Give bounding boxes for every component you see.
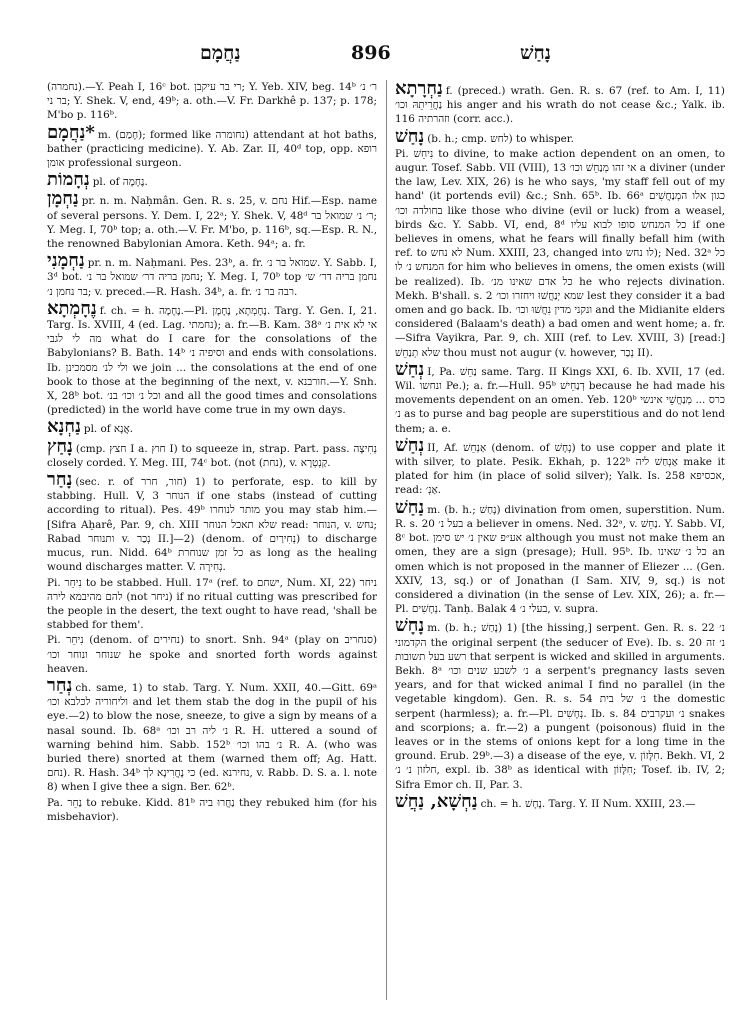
entry-text: f. (preced.) wrath. Gen. R. s. 67 (ref. to Am. I, 11) נַחֲרֵיתֵהּ וכו׳ his anger and his wrath do not cease &c.; Yalk. ib. 116 וזהרתיה (corr. acc.).: [395, 85, 725, 126]
entry-headword: נַחַשׁ: [395, 496, 425, 518]
entry-headword: נְחַר: [47, 674, 73, 696]
entry-headword: נַחְנָא: [47, 416, 81, 438]
dictionary-entry: [47, 297, 377, 418]
dictionary-entry: [47, 576, 377, 633]
entry-text: Pa. נַחֵר to rebuke. Kidd. 81ᵇ נַחֲרוּ ביה they rebuked him (for his misbehavior).: [47, 796, 377, 823]
entry-headword: נֶחָמְתָא: [47, 297, 97, 319]
entry-text: Pi. נִיחֵשׁ to divine, to make action dependent on an omen, to augur. Tosef. Sabb. VII (VIII), 13 אי זהו מְנַחֵשׁ וכו׳ a diviner (under the law, Lev. XIX, 26) is he who says, 'my staff fell out of my hand' (it portends evil) &c.; Snh. 65ᵇ. Ib. 66ᵃ כגון אלו המְנַחֲשִׁים בחולדה וכו׳ like those who divine (evil or luck) from a weasel, birds &c. Y. Sabb. VI, end, 8ᵈ כל המנחש סופו לבוא עליו if one believes in omens, what he fears will finally befall him (with ref. to לא נחש Num. XXIII, 23, changed into לו נחש); Ned. 32ᵃ כל המנחש נ׳ לו for him who believes in omens, the omen exists (will be realized). Ib. כל אדם שאינו מנ׳ he who rejects divination. Mekh. B'shall. s. 2 שמא יְנַחֲשׁוּ ויחזרו וכו׳ lest they consider it a bad omen and go back. Ib. ונקני מדין נִחֲשׁוּ וכו׳ and the Midianite elders considered (Balaam's death) a bad omen and went home; a. fr.—Sifra Vayikra, Par. 9, ch. XIII (ref. to Lev. XVIII, 3) [read:] שלא תְנַחֵשׁ thou must not augur (v. however, נְכַר II).: [395, 147, 725, 359]
dictionary-entry: [47, 633, 377, 676]
entry-headword: נַחְשָׁא, נַחֲשׁ: [395, 790, 478, 812]
entry-headword: נָחַץ: [47, 435, 73, 457]
page-number: 896: [351, 42, 391, 64]
dictionary-entry: [395, 80, 725, 127]
dictionary-entry: [47, 471, 377, 574]
header-right-word: נָחַשׁ: [520, 42, 551, 64]
entry-headword: נָחַשׁ: [395, 125, 425, 147]
dictionary-entry: [47, 674, 377, 795]
right-column: [395, 80, 725, 1010]
entry-headword: נַחְרָתָא: [395, 80, 443, 99]
entry-text: II, Af. אַנְחֵשׁ (denom. of נְחָשׁ) to use copper and plate it with silver, to plate. Pesik. Ekhah, p. 122ᵇ אַנְחַשׁ ליה make it plated for him (in place of solid silver); Yalk. Is. 258 אכסיפא, read: אַנְ׳.: [395, 441, 725, 497]
dictionary-entry: [47, 190, 377, 251]
entry-headword: נָחַר: [47, 469, 73, 491]
dictionary-entry: [395, 358, 725, 436]
entry-text: m. (b. h.; נָחַשׁ) 1) [the hissing,] serpent. Gen. R. s. 22 נ׳ הקדמוני the original serpent (the seducer of Eve). Ib. s. 20 נ׳ זה רשע בעל תשובות that serpent is wicked and skilled in arguments. Bekh. 8ᵃ נ׳ לשבע שנים וכו׳ a serpent's pregnancy lasts seven years, and for that wicked animal I find no parallel (in the vegetable kingdom). Gen. R. s. 54 נ׳ של בית the domestic serpent (harmless); a. fr.—Pl. נְחָשִׁים. Ib. s. 84 נ׳ ועקרבים snakes and scorpions; a. fr.—2) a pungent (poisonous) fluid in the leaves or in the stems of onions kept for a long time in the ground. Erub. 29ᵇ.—3) a disease of the eye, v. חִלָּזוֹן. Bekh. VI, 2 חלזון נ׳ נ׳, expl. ib. 38ᵇ as identical with חִלָּזוֹן; Tosef. ib. IV, 2; Sifra Emor ch. II, Par. 3.: [395, 622, 725, 791]
entry-text: f. ch. = h. נֶחָמָה.—Pl. נֶחָמְתָא, נֶחָמָן. Targ. Y. Gen. I, 21. Targ. Is. XVIII, 4 (ed. Lag. נחמתי); a. fr.—B. Kam. 38ᵃ אי לא אית נ׳ מה לי לגבי what do I care for the consolations of the Babylonians? B. Bath. 14ᵇ וסיפיה נ׳ and ends with consolations. Ib. ולי לנ׳ מסמכינן we join ... the consolations at the end of one book to those at the beginning of the next, v. חורבנא.—Y. Snh. X, 28ᵇ bot. וכל נ׳ וכו׳ בנ׳ and all the good times and consolations (predicted) in the world have come true in my own days.: [47, 304, 377, 417]
entry-text: (נחמרה).—Y. Peah I, 16ᶜ bot. רי בר עיקבן; Y. Yeb. XIV, beg. 14ᵇ ר׳ נ׳ בר ני; Y. Shek. V, end, 49ᵇ; a. oth.—V. Fr. Darkhê p. 137; p. 178; M'bo p. 116ᵇ.: [47, 81, 377, 122]
entry-headword: נְחַשׁ: [395, 434, 425, 456]
column-divider: [386, 80, 387, 1000]
dictionary-entry: [47, 252, 377, 299]
dictionary-entry: [47, 171, 377, 189]
dictionary-entry: [395, 434, 725, 498]
entry-text: pr. n. m. Naḥmani. Pes. 23ᵇ, a. fr. שמואל בר נ׳. Y. Sabb. I, 3ᵈ bot. נחמן בריה דר׳ שמואל בר נ׳; Y. Meg. I, 70ᵇ top נחמן בריה דר׳ ש׳ בר נחמן נ׳; v. preced.—R. Hash. 34ᵇ, a. fr. רבה בר נ׳.: [47, 257, 377, 298]
dictionary-entry: [47, 80, 377, 123]
entry-headword: נָחָשׁ: [395, 615, 425, 637]
entry-text: (b. h.; cmp. לחש) to whisper.: [427, 132, 574, 145]
entry-text: m. (חָמַם); formed like נחומרה) attendant at hot baths, bather (practicing medicine). Y. Ab. Zar. II, 40ᵈ top, opp. רופא אומן professional surgeon.: [47, 128, 377, 170]
entry-text: Pi. נִיחֵר to be stabbed. Hull. 17ᵃ (ref. to ישחם, Num. XI, 22) ניחר להם מהיבמא לירה (not ניחר) if no ritual cutting was prescribed for the people in the desert, the text ought to have read, 'shall be stabbed for them'.: [47, 576, 377, 632]
dictionary-entry: [47, 796, 377, 824]
header-left-word: נַחֲמָם: [200, 42, 241, 64]
entry-text: Pi. נִיחֵר (denom. of נחירים) to snort. Snh. 94ᵃ (play on סנחריב) שנוחר ונוחר וכו׳ he spoke and snorted forth words against heaven.: [47, 634, 377, 675]
entry-text: (sec. r. of חור, חרר) 1) to perforate, esp. to kill by stabbing. Hull. V, 3 הנוחר if one stabs (instead of cutting according to ritual). Pes. 49ᵇ מותר לנוחרו you may stab him.—[Sifra Aḥarê, Par. 9, ch. XIII שלא תאכל הנוחר read: הנוחר, v. נחש; Rabad ותנוחר v. נְכַר II.]—2) (denom. of נְחִירַיִם) to discharge mucus, run. Nidd. 64ᵇ כל זמן שנוחרת as long as the healing wound discharges matter. V. נְחִירָה.: [47, 476, 377, 574]
page-header: [0, 42, 750, 72]
entry-headword: *נַחֲמָם: [47, 121, 95, 143]
dictionary-entry: [47, 121, 377, 171]
left-column: [47, 80, 377, 1010]
entry-headword: נַחְמָנִי: [47, 250, 85, 272]
dictionary-entry: [395, 790, 725, 812]
entry-text: pl. of נֶחָמָה.: [92, 176, 148, 189]
entry-text: ch. = h. נָחָשׁ. Targ. Y. II Num. XXIII, 23.—: [480, 797, 696, 810]
entry-text: I, Pa. נַחֵשׁ same. Targ. II Kings XXI, 6. Ib. XVII, 17 (ed. Wil. ונחשו Pe.); a. fr.—Hull. 95ᵇ דְנַחֵישׁ because he had made his movements dependent on an omen. Yeb. 120ᵇ כרס ... מְנַחֲשֵׁי אינשי נ׳ as to purse and bag people are superstitious and do not lend them; a. e.: [395, 365, 725, 435]
entry-text: (cmp. חצץ I a. חוץ I) to squeeze in, strap. Part. pass. נְחִיצָה closely corded. Y. Meg. III, 74ᶜ bot. (not (נחת), v. קַנְטְרָא.: [47, 442, 377, 469]
dictionary-entry: [395, 147, 725, 360]
dictionary-entry: [47, 418, 377, 436]
entry-text: pl. of אֲנָא.: [83, 423, 134, 436]
dictionary-entry: [395, 617, 725, 791]
dictionary-entry: [395, 125, 725, 147]
dictionary-entry: [395, 496, 725, 617]
dictionary-entry: [47, 435, 377, 470]
entry-headword: נַחְמָן: [47, 188, 79, 210]
entry-text: m. (b. h.; נָחַשׁ) divination from omen, superstition. Num. R. s. 20 בעל נ׳ a believer in omens. Ned. 32ᵃ, v. נַחֵשׁ. Y. Sabb. VI, 8ᶜ bot. אע״פ שאין נ׳ יש סימן although you must not make them an omen, they are a sign (presage); Hull. 95ᵇ. Ib. כל נ׳ שאינו an omen which is not proposed in the manner of Eliezer ... (Gen. XXIV, 13, sq.) or of Jonathan (I Sam. XIV, 9, sq.) is not considered a divination (in the sense of Lev. XIX, 26); a. fr.—Pl. נְחָשִׁים. Tanḥ. Balak 4 בעלי נ׳, v. supra.: [395, 503, 725, 616]
entry-headword: נְחָמוֹת: [47, 169, 90, 191]
entry-text: pr. n. m. Naḥmân. Gen. R. s. 25, v. נחם Hif.—Esp. name of several persons. Y. Dem. I, 22ᵃ; Y. Shek. V, 48ᵈ ר׳ נ׳ שמואל בר; Y. Meg. I, 70ᵇ top; a. oth.—V. Fr. M'bo, p. 116ᵇ, sq.—Esp. R. N., the renowned Babylonian Amora. Keth. 94ᵃ; a. fr.: [47, 195, 377, 251]
entry-headword: נְחַשׁ: [395, 358, 425, 380]
entry-text: ch. same, 1) to stab. Targ. Y. Num. XXII, 40.—Gitt. 69ᵃ וליחוריה לכלבא וכו׳ and let them stab the dog in the pupil of his eye.—2) to blow the nose, sneeze, to give a sign by means of a nasal sound. Ib. 68ᵃ נ׳ ליה רב וכו׳ R. H. uttered a sound of warning behind him. Sabb. 152ᵇ נ׳ בהו וכו׳ R. A. (who was buried there) snorted at them (warned them off; Ag. Hatt. נחם). R. Hash. 34ᵇ כי נָחֲרִינָא לך (ed. נחירנא, v. Rabb. D. S. a. l. note 8) when I give thee a sign. Ber. 62ᵇ.: [47, 681, 377, 794]
